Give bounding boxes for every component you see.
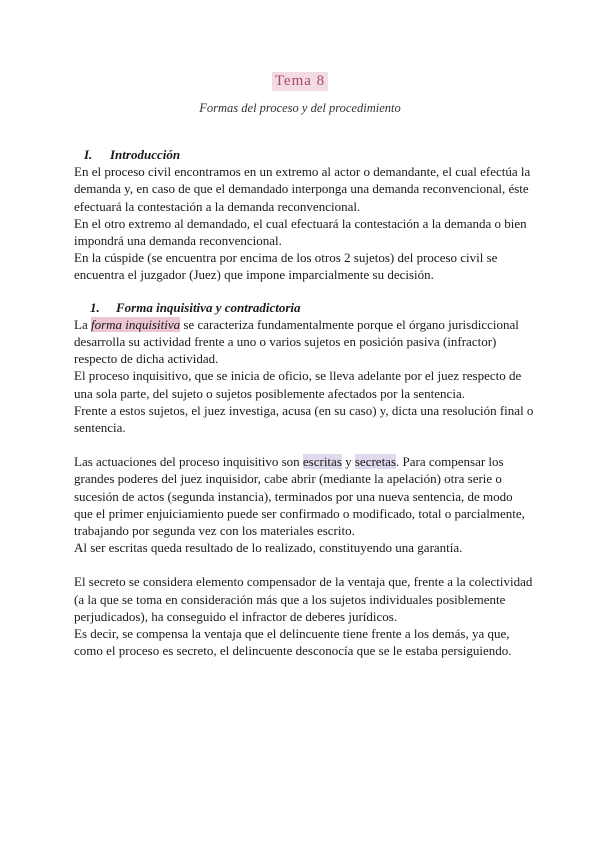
- highlighted-term: forma inquisitiva: [90, 316, 181, 332]
- paragraph: Frente a estos sujetos, el juez investiga, acusa (en su caso) y, dicta una resolución final o sentencia.: [74, 402, 534, 436]
- section-heading-introduccion: [74, 146, 534, 163]
- paragraph: Las actuaciones del proceso inquisitivo son escritas y secretas. Para compensar los grandes poderes del juez inquisidor, cabe abrir (mediante la apelación) otra serie o sucesión de actos (segunda instancia), terminados por una nueva sentencia, de modo que el primer enjuiciamiento puede ser confirmado o modificado, total o parcialmente, trabajando por segunda vez con los materiales escrito.: [74, 454, 525, 539]
- paragraph: En la cúspide (se encuentra por encima de los otros 2 sujetos) del proceso civil se encuentra el juzgador (Juez) que impone imparcialmente su decisión.: [74, 250, 498, 283]
- paragraph: Al ser escritas queda resultado de lo realizado, constituyendo una garantía.: [74, 540, 463, 556]
- title-highlight: Tema 8: [272, 72, 328, 91]
- section-number: 1.: [90, 299, 100, 315]
- highlighted-term: secretas: [354, 454, 397, 470]
- highlighted-term: escritas: [302, 454, 342, 470]
- page-subtitle: Formas del proceso y del procedimiento: [199, 101, 401, 115]
- paragraph: Es decir, se compensa la ventaja que el delincuente tiene frente a los demás, ya que, como el proceso es secreto, el delincuente desconocía que se le estaba persiguiendo.: [74, 626, 512, 659]
- paragraph: En el otro extremo al demandado, el cual efectuará la contestación a la demanda o bien impondrá una demanda reconvencional.: [74, 215, 527, 249]
- section-title: Introducción: [110, 147, 181, 162]
- section-heading-forma-inquisitiva: [74, 299, 534, 316]
- paragraph: El secreto se considera elemento compensador de la ventaja que, frente a la colectividad (a la que se toma en consideración más que a los sujetos individuales posiblemente perjudicados), ha conseguido el infractor de deberes jurídicos.: [74, 574, 533, 624]
- paragraph: La forma inquisitiva se caracteriza fundamentalmente porque el órgano jurisdiccional desarrolla su actividad frente a uno o varios sujetos en posición pasiva (infractor) respecto de dicha actividad.: [74, 316, 519, 367]
- page-title: [0, 72, 600, 91]
- paragraph: En el proceso civil encontramos en un extremo al actor o demandante, el cual efectúa la demanda y, en caso de que el demandado interponga una demanda reconvencional, éste efectuará la contestación a la demanda reconvencional.: [74, 164, 531, 214]
- document-body: [74, 146, 534, 659]
- section-title: Forma inquisitiva y contradictoria: [116, 299, 301, 315]
- paragraph: El proceso inquisitivo, que se inicia de oficio, se lleva adelante por el juez respecto de una sola parte, del sujeto o sujetos posiblemente afectados por la sentencia.: [74, 368, 522, 401]
- section-number: I.: [84, 147, 93, 162]
